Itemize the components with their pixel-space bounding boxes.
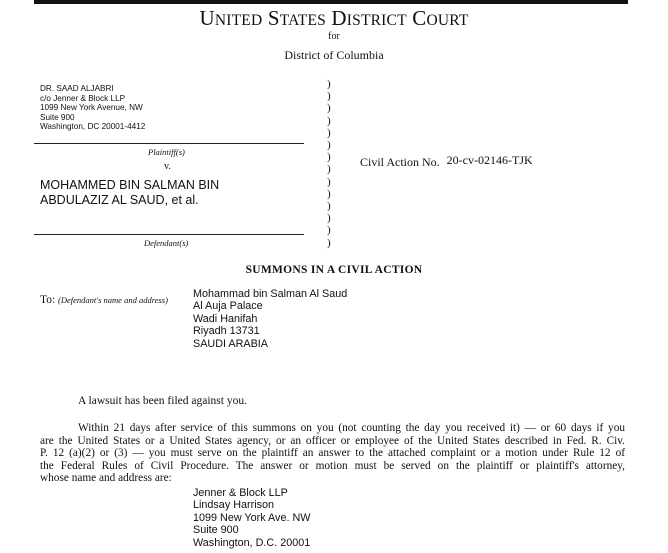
lawsuit-notice: A lawsuit has been filed against you.	[78, 395, 247, 407]
plaintiff-line: c/o Jenner & Block LLP	[40, 93, 126, 103]
paragraph-line: the Federal Rules of Civil Procedure. The answer or motion must be served on the plaintiff or plaintiff's attorney,	[40, 459, 625, 472]
address-line: Riyadh 13731	[193, 325, 260, 338]
plaintiff-rule	[34, 143, 304, 144]
civil-action	[360, 155, 533, 170]
court-title: UNITED STATES DISTRICT COURT	[199, 6, 469, 30]
plaintiff-line: Suite 900	[40, 112, 75, 122]
defendant-line: MOHAMMED BIN SALMAN BIN	[40, 178, 220, 192]
to-hint: (Defendant's name and address)	[58, 295, 168, 305]
paragraph-line: are the United States or a United States agency, or an officer or employee of the United States described in Fed. R. Civ.	[40, 434, 625, 447]
address-line: Suite 900	[193, 524, 239, 537]
to-label	[40, 294, 168, 306]
address-line: Mohammad bin Salman Al Saud	[193, 288, 348, 300]
district-name: District of Columbia	[284, 48, 384, 62]
civil-action-number: 20-cv-02146-TJK	[446, 153, 533, 167]
plaintiff-line: DR. SAAD ALJABRI	[40, 84, 114, 93]
paragraph-line: P. 12 (a)(2) or (3) — you must serve on the plaintiff an answer to the attached complaint or a motion under Rule 12 of	[40, 447, 625, 460]
paragraph-line: Within 21 days after service of this summons on you (not counting the day you received it) — or 60 days if you	[78, 422, 625, 434]
plaintiff-line: 1099 New York Avenue, NW	[40, 103, 143, 113]
address-line: Jenner & Block LLP	[193, 487, 288, 499]
defendant-address	[193, 288, 347, 350]
defendant-name	[40, 178, 219, 208]
top-rule	[34, 0, 628, 4]
address-line: 1099 New York Ave. NW	[193, 511, 311, 524]
address-line: Al Auja Palace	[193, 300, 263, 313]
address-line: SAUDI ARABIA	[193, 337, 269, 350]
instructions-paragraph	[40, 422, 625, 485]
paragraph-line: whose name and address are:	[40, 472, 172, 485]
versus-label: v.	[164, 161, 171, 172]
address-line: Washington, D.C. 20001	[193, 536, 311, 549]
attorney-address	[193, 487, 310, 549]
address-line: Lindsay Harrison	[193, 499, 275, 512]
plaintiff-label: Plaintiff(s)	[148, 147, 185, 157]
caption-parentheses: ) ) ) ) ) ) ) ) ) ) ) ) ) )	[327, 78, 331, 249]
summons-title: SUMMONS IN A CIVIL ACTION	[245, 264, 423, 276]
address-line: Wadi Hanifah	[193, 312, 258, 325]
defendant-label: Defendant(s)	[144, 238, 189, 248]
to-text: To:	[40, 294, 56, 306]
for-label: for	[328, 31, 340, 42]
plaintiff-line: Washington, DC 20001-4412	[40, 122, 146, 132]
civil-action-label: Civil Action No.	[360, 155, 440, 169]
defendant-rule	[34, 234, 304, 235]
plaintiff-address	[40, 84, 145, 132]
defendant-line: ABDULAZIZ AL SAUD, et al.	[40, 193, 199, 207]
